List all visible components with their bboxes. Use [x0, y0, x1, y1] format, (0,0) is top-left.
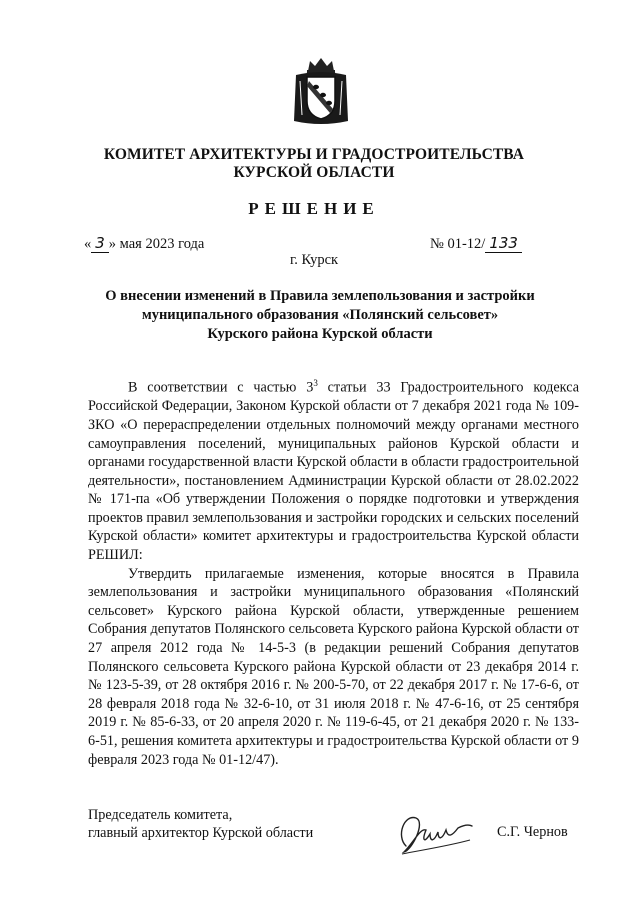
p1-start: В соответствии с частью 3 [128, 379, 314, 396]
signatory-name: С.Г. Чернов [497, 824, 568, 840]
org-name-line2: КУРСКОЙ ОБЛАСТИ [233, 164, 395, 181]
subject-line2: муниципального образования «Полянский сельсовет» [141, 307, 499, 323]
body-paragraph-1 [88, 374, 579, 565]
signatory-title-line2: главный архитектор Курской области [88, 825, 314, 841]
date-month-year: » мая 2023 года [108, 236, 205, 252]
subject-line1: О внесении изменений в Правила землепользования и застройки [105, 288, 535, 304]
p1-superscript: 3 [313, 378, 318, 388]
coat-of-arms-icon [290, 55, 352, 127]
document-number [430, 234, 522, 253]
signature-image [392, 806, 476, 860]
document-subject [80, 287, 560, 344]
signatory-title [88, 806, 313, 842]
body-paragraph-2: Утвердить прилагаемые изменения, которые вносятся в Правила землепользования и застройки муниципального образования «Полянский сельсовет» Курского района Курской области, утвержденные решением Собрания депутатов Полянского сельсовета Курского района Курской области от 27 апреля 2012 года № 14-5-3 (в редакции решений Собрания депутатов Полянского сельсовета Курского района Курской области от 23 декабря 2014 г. № 123-5-39, от 28 октября 2016 г. № 200-5-70, от 22 декабря 2017 г. № 17-6-6, от 28 февраля 2018 года № 32-6-10, от 31 июля 2018 г. № 47-6-16, от 25 сентября 2019 г. № 85-6-33, от 20 апреля 2020 г. № 119-6-45, от 21 декабря 2020 г. № 133-6-51, решения комитета архитектуры и градостроительства Курской области от 9 февраля 2023 года № 01-12/47). [88, 565, 579, 768]
number-prefix: № 01-12/ [430, 236, 486, 252]
org-name-line1: КОМИТЕТ АРХИТЕКТУРЫ И ГРАДОСТРОИТЕЛЬСТВА [103, 146, 525, 163]
document-body [88, 374, 579, 769]
p1-rest: статьи 33 Градостроительного кодекса Российской Федерации, Законом Курской области от 7 декабря 2021 года № 109-ЗКО «О перераспределении отдельных полномочий между органами местного самоуправления поселений, муниципальных районов Курской области и органами государственной власти Курской области в области градостроительной деятельности», постановлением Администрации Курской области от 28.02.2022 № 171-па «Об утверждении Положения о порядке подготовки и утверждения проектов правил землепользования и застройки городских и сельских поселений Курской области» комитет архитектуры и градостроительства Курской области РЕШИЛ: [88, 379, 579, 564]
document-city: г. Курск [289, 252, 339, 268]
document-date [84, 234, 204, 253]
signatory-title-line1: Председатель комитета, [88, 807, 233, 823]
date-open-quote: « [84, 236, 92, 252]
date-day-handwritten: 3 [91, 234, 109, 253]
number-handwritten: 133 [485, 234, 522, 253]
document-type: РЕШЕНИЕ [248, 199, 380, 218]
subject-line3: Курского района Курской области [207, 326, 433, 342]
